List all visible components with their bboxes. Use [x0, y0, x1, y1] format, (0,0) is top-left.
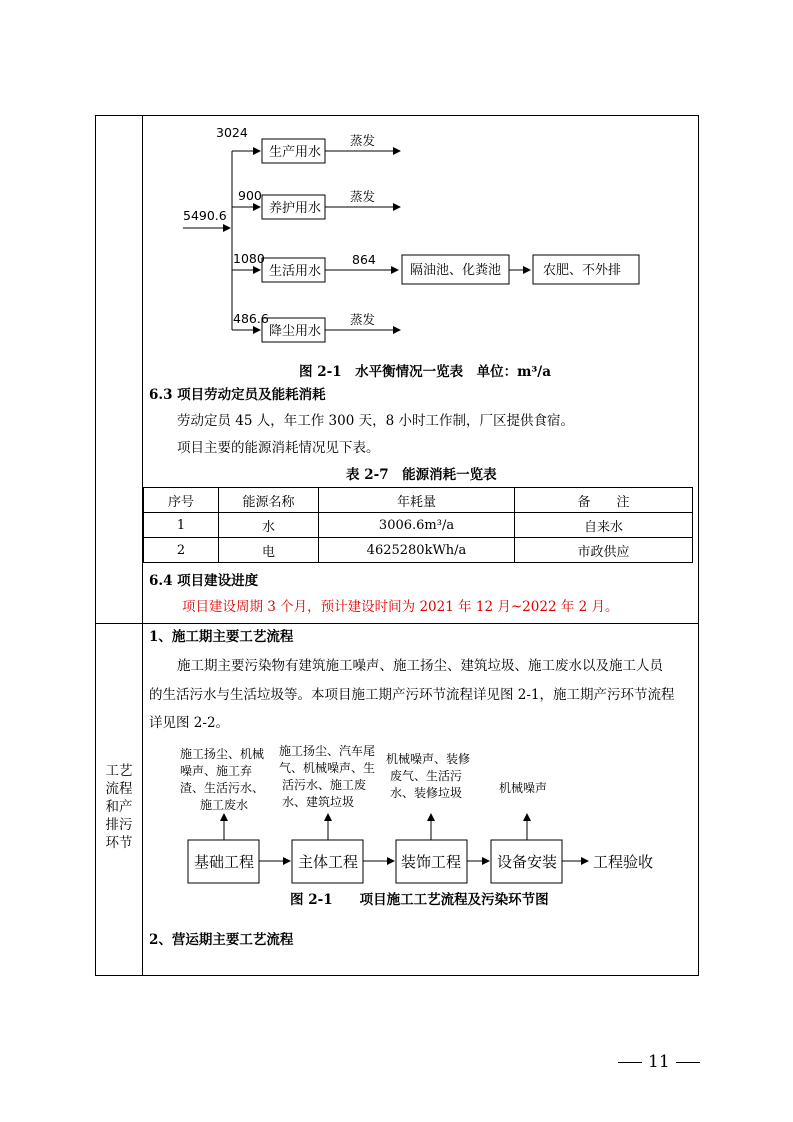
pollutant-line: 水、建筑垃圾 — [282, 795, 355, 809]
pollutant-line: 噪声、施工弃 — [180, 764, 253, 778]
table-cell: 自来水 — [515, 513, 693, 538]
construction-flow-diagram — [0, 740, 793, 910]
paragraph: 的生活污水与生活垃圾等。本项目施工期产污环节流程详见图 2-1，施工期产污环节流程 — [149, 687, 675, 703]
construction-flow-caption: 图 2-1 项目施工工艺流程及污染环节图 — [290, 892, 549, 908]
pollutant-line: 渣、生活污水、 — [180, 781, 265, 795]
table-cell: 水 — [219, 513, 319, 538]
paragraph: 项目主要的能源消耗情况见下表。 — [177, 440, 380, 456]
branch-value: 900 — [238, 188, 262, 203]
outlet-label: 蒸发 — [350, 312, 376, 327]
box-label: 生活用水 — [269, 264, 322, 279]
table-cell: 1 — [144, 513, 219, 538]
left-label-line: 环节 — [105, 835, 133, 851]
section-heading-6-4: 6.4 项目建设进度 — [149, 573, 259, 589]
branch-value: 3024 — [216, 125, 248, 140]
stage-label: 装饰工程 — [401, 853, 462, 871]
pollutant-line: 施工扬尘、机械 — [180, 747, 265, 761]
left-label-line: 和产 — [105, 799, 133, 815]
energy-table — [143, 487, 693, 563]
box-label: 养护用水 — [269, 201, 322, 216]
treatment-box-label: 隔油池、化粪池 — [410, 263, 502, 278]
pollutant-line: 水、装修垃圾 — [390, 786, 463, 800]
branch-value: 486.6 — [233, 311, 269, 326]
box-label: 生产用水 — [269, 145, 322, 160]
table-row — [144, 538, 693, 563]
pollutant-line: 废气、生活污 — [390, 769, 463, 783]
paragraph: 详见图 2-2。 — [149, 715, 230, 731]
table-row — [144, 513, 693, 538]
table-header: 能源名称 — [219, 488, 319, 513]
stage-label: 设备安装 — [497, 853, 558, 871]
outlet-label: 864 — [352, 252, 376, 267]
paragraph: 施工期主要污染物有建筑施工噪声、施工扬尘、建筑垃圾、施工废水以及施工人员 — [177, 658, 663, 674]
stage-label: 基础工程 — [194, 853, 255, 871]
stage-label: 主体工程 — [298, 853, 359, 871]
table-header: 备 注 — [515, 488, 693, 513]
paragraph: 劳动定员 45 人，年工作 300 天，8 小时工作制，厂区提供食宿。 — [177, 413, 574, 429]
table-cell: 3006.6m³/a — [319, 513, 515, 538]
pollutant-line: 机械噪声 — [499, 781, 548, 795]
box-label: 降尘用水 — [269, 324, 322, 339]
dash-left — [618, 1062, 642, 1063]
dash-right — [676, 1062, 700, 1063]
table-header: 序号 — [144, 488, 219, 513]
water-diagram-caption: 图 2-1 水平衡情况一览表 单位：m³/a — [299, 364, 551, 380]
pollutant-line: 施工废水 — [200, 798, 249, 812]
left-label-line: 流程 — [105, 781, 133, 797]
construction-heading: 1、施工期主要工艺流程 — [149, 629, 294, 645]
left-label-line: 工艺 — [105, 763, 133, 779]
input-value: 5490.6 — [183, 208, 227, 223]
page-number — [612, 1052, 706, 1072]
section-heading-6-3: 6.3 项目劳动定员及能耗消耗 — [149, 387, 326, 403]
table-cell: 电 — [219, 538, 319, 563]
energy-table-caption: 表 2-7 能源消耗一览表 — [346, 467, 497, 483]
branch-value: 1080 — [233, 251, 265, 266]
table-header-row — [144, 488, 693, 513]
pollutant-line: 机械噪声、装修 — [386, 752, 471, 766]
pollutant-line: 气、机械噪声、生 — [279, 761, 376, 775]
left-label-line: 排污 — [105, 817, 133, 833]
table-cell: 2 — [144, 538, 219, 563]
water-balance-diagram — [0, 0, 793, 360]
table-cell: 4625280kWh/a — [319, 538, 515, 563]
page-number-value: 11 — [648, 1052, 670, 1072]
outlet-label: 蒸发 — [350, 189, 376, 204]
schedule-text: 项目建设周期 3 个月，预计建设时间为 2021 年 12 月~2022 年 2 月。 — [182, 599, 619, 615]
row-divider — [95, 623, 699, 624]
table-cell: 市政供应 — [515, 538, 693, 563]
pollutant-line: 活污水、施工废 — [282, 778, 367, 792]
stage-label: 工程验收 — [593, 853, 654, 871]
outlet-label: 蒸发 — [350, 133, 376, 148]
operation-heading: 2、营运期主要工艺流程 — [149, 932, 294, 948]
table-header: 年耗量 — [319, 488, 515, 513]
pollutant-line: 施工扬尘、汽车尾 — [279, 744, 376, 758]
final-box-label: 农肥、不外排 — [543, 263, 622, 278]
